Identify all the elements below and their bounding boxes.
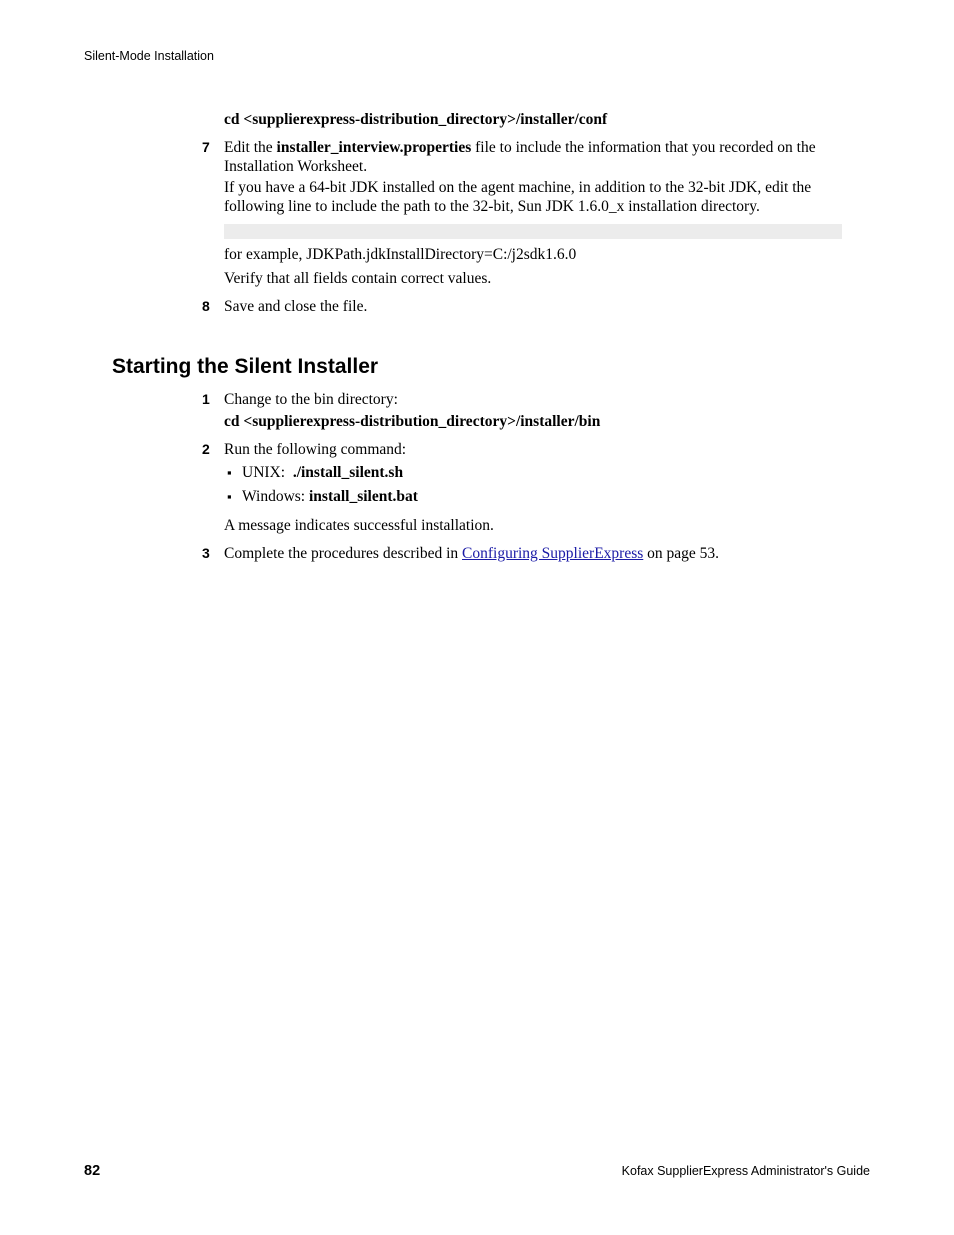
footer-doc-title: Kofax SupplierExpress Administrator's Guide — [621, 1164, 870, 1178]
verify-note: Verify that all fields contain correct values. — [224, 270, 492, 287]
windows-command: install_silent.bat — [308, 488, 418, 505]
step-2-text: Run the following command: — [224, 441, 407, 458]
step-3-text: Complete the procedures described in Configuring SupplierExpress on page 53. — [224, 545, 720, 562]
bin-command: cd <supplierexpress-distribution_directory>/installer/bin — [224, 413, 601, 430]
step-7-number: 7 — [202, 139, 210, 155]
bullet-icon: ▪ — [227, 489, 232, 504]
conf-command: cd <supplierexpress-distribution_directory>/installer/conf — [224, 111, 608, 128]
unix-command: ./install_silent.sh — [292, 464, 404, 481]
properties-filename: installer_interview.properties — [276, 139, 472, 156]
unix-command-item: UNIX: ./install_silent.sh — [242, 464, 404, 481]
bullet-icon: ▪ — [227, 465, 232, 480]
step-8-text: Save and close the file. — [224, 298, 368, 315]
step-7-jdk-note: If you have a 64-bit JDK installed on the agent machine, in addition to the 32-bit JDK, edit the following line to include the path to the 32-bit, Sun JDK 1.6.0_x installation directory. — [224, 179, 812, 215]
running-header: Silent-Mode Installation — [84, 49, 214, 63]
page-number: 82 — [84, 1163, 101, 1179]
success-message: A message indicates successful installation. — [224, 517, 494, 534]
step-8-number: 8 — [202, 298, 210, 314]
section-heading: Starting the Silent Installer — [112, 355, 379, 378]
step-2-number: 2 — [202, 441, 210, 457]
jdk-path-example: for example, JDKPath.jdkInstallDirectory=C:/j2sdk1.6.0 — [224, 246, 577, 263]
code-block — [224, 224, 842, 239]
step-3-number: 3 — [202, 545, 210, 561]
step-1-text: Change to the bin directory: — [224, 391, 398, 408]
step-1-number: 1 — [202, 391, 210, 407]
configuring-link[interactable]: Configuring SupplierExpress — [462, 545, 644, 562]
windows-command-item: Windows: install_silent.bat — [242, 488, 418, 505]
step-7-text: Edit the installer_interview.properties file to include the information that you recorded on the Installation Worksheet. — [224, 139, 816, 175]
